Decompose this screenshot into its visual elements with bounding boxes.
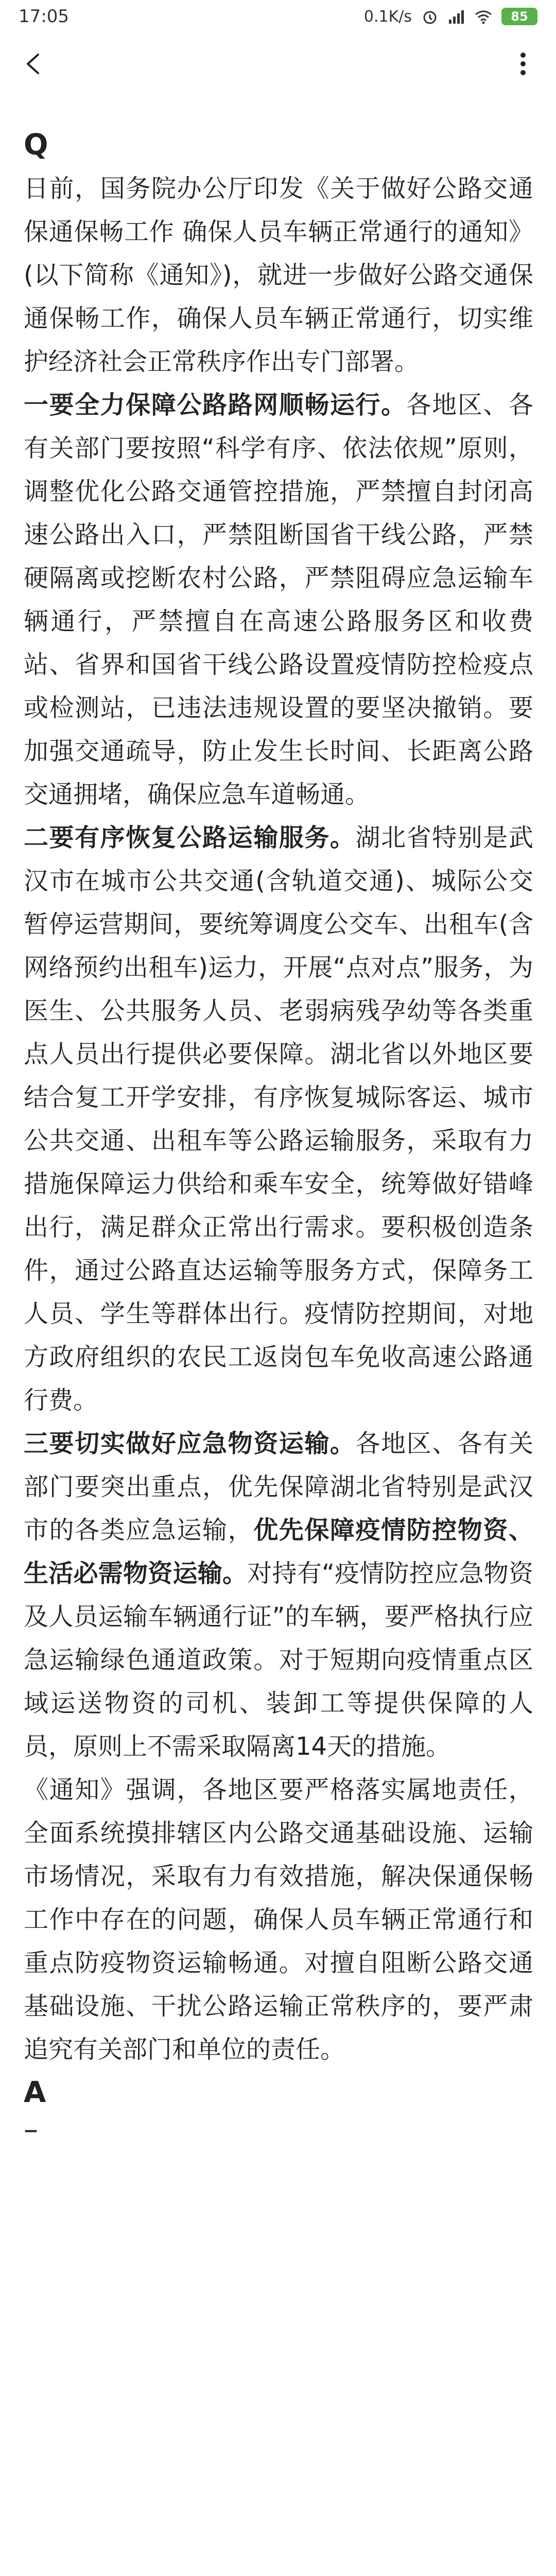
section-title-1: 一要全力保障公路路网顺畅运行。: [24, 391, 407, 419]
article-paragraph-3: [24, 1422, 533, 1768]
section-body-2: 湖北省特别是武汉市在城市公共交通(含轨道交通)、城际公交暂停运营期间，要统筹调度公交车、出租车(含网络预约出租车)运力，开展“点对点”服务，为医生、公共服务人员、老弱病残孕幼等各类重点人员出行提供必要保障。湖北省以外地区要结合复工开学安排，有序恢复城际客运、城市公共交通、出租车等公路运输服务，采取有力措施保障运力供给和乘车安全，统筹做好错峰出行，满足群众正常出行需求。要积极创造条件，通过公路直达运输等服务方式，保障务工人员、学生等群体出行。疫情防控期间，对地方政府组织的农民工返岗包车免收高速公路通行费。: [24, 823, 533, 1415]
section-body-1: 各地区、各有关部门要按照“科学有序、依法依规”原则，调整优化公路交通管控措施，严禁擅自封闭高速公路出入口，严禁阻断国省干线公路，严禁硬隔离或挖断农村公路，严禁阻碍应急运输车辆通行，严禁擅自在高速公路服务区和收费站、省界和国省干线公路设置疫情防控检疫点或检测站，已违法违规设置的要坚决撤销。要加强交通疏导，防止发生长时间、长距离公路交通拥堵，确保应急车道畅通。: [24, 391, 533, 809]
section-title-3: 三要切实做好应急物资运输。: [24, 1429, 356, 1458]
signal-icon: [448, 9, 465, 24]
section-title-2: 二要有序恢复公路运输服务。: [24, 823, 356, 852]
status-time: 17:05: [19, 6, 69, 27]
dash-separator: –: [24, 2113, 38, 2146]
back-arrow-icon[interactable]: [18, 48, 48, 79]
article-paragraph-summary: 《通知》强调，各地区要严格落实属地责任，全面系统摸排辖区内公路交通基础设施、运输市场情况，采取有力有效措施，解决保通保畅工作中存在的问题，确保人员车辆正常通行和重点防疫物资运输畅通。对擅自阻断公路交通基础设施、干扰公路运输正常秩序的，要严肃追究有关部门和单位的责任。: [24, 1775, 533, 2064]
status-indicators: [364, 8, 537, 26]
battery-indicator: 85: [501, 8, 537, 25]
article-paragraph-intro: 日前，国务院办公厅印发《关于做好公路交通保通保畅工作 确保人员车辆正常通行的通知》(以下简称《通知》)，就进一步做好公路交通保通保畅工作，确保人员车辆正常通行，切实维护经济社会正常秩序作出专门部署。: [24, 174, 533, 376]
more-vertical-icon[interactable]: [508, 48, 538, 79]
article-paragraph-1: [24, 383, 533, 816]
q-label: Q: [24, 128, 48, 162]
section-body-3-bold: 优先保障疫情防控物资、生活必需物资运输。: [24, 1516, 533, 1588]
article-paragraph-2: [24, 816, 533, 1422]
wifi-icon: [475, 9, 492, 24]
section-body-3b: 对持有“疫情防控应急物资及人员运输车辆通行证”的车辆，要严格执行应急运输绿色通道政策。对于短期向疫情重点区域运送物资的司机、装卸工等提供保障的人员，原则上不需采取隔离14天的措施。: [24, 1559, 533, 1761]
status-bar: [0, 0, 556, 33]
alarm-icon: [421, 9, 439, 24]
a-label: A: [24, 2076, 46, 2109]
nav-bar: [0, 33, 556, 95]
section-body-3a: 各地区、各有关部门要突出重点，优先保障湖北省特别是武汉市的各类应急运输，: [24, 1429, 533, 1545]
net-speed: 0.1K/s: [363, 7, 412, 26]
article-body: [24, 124, 533, 2145]
